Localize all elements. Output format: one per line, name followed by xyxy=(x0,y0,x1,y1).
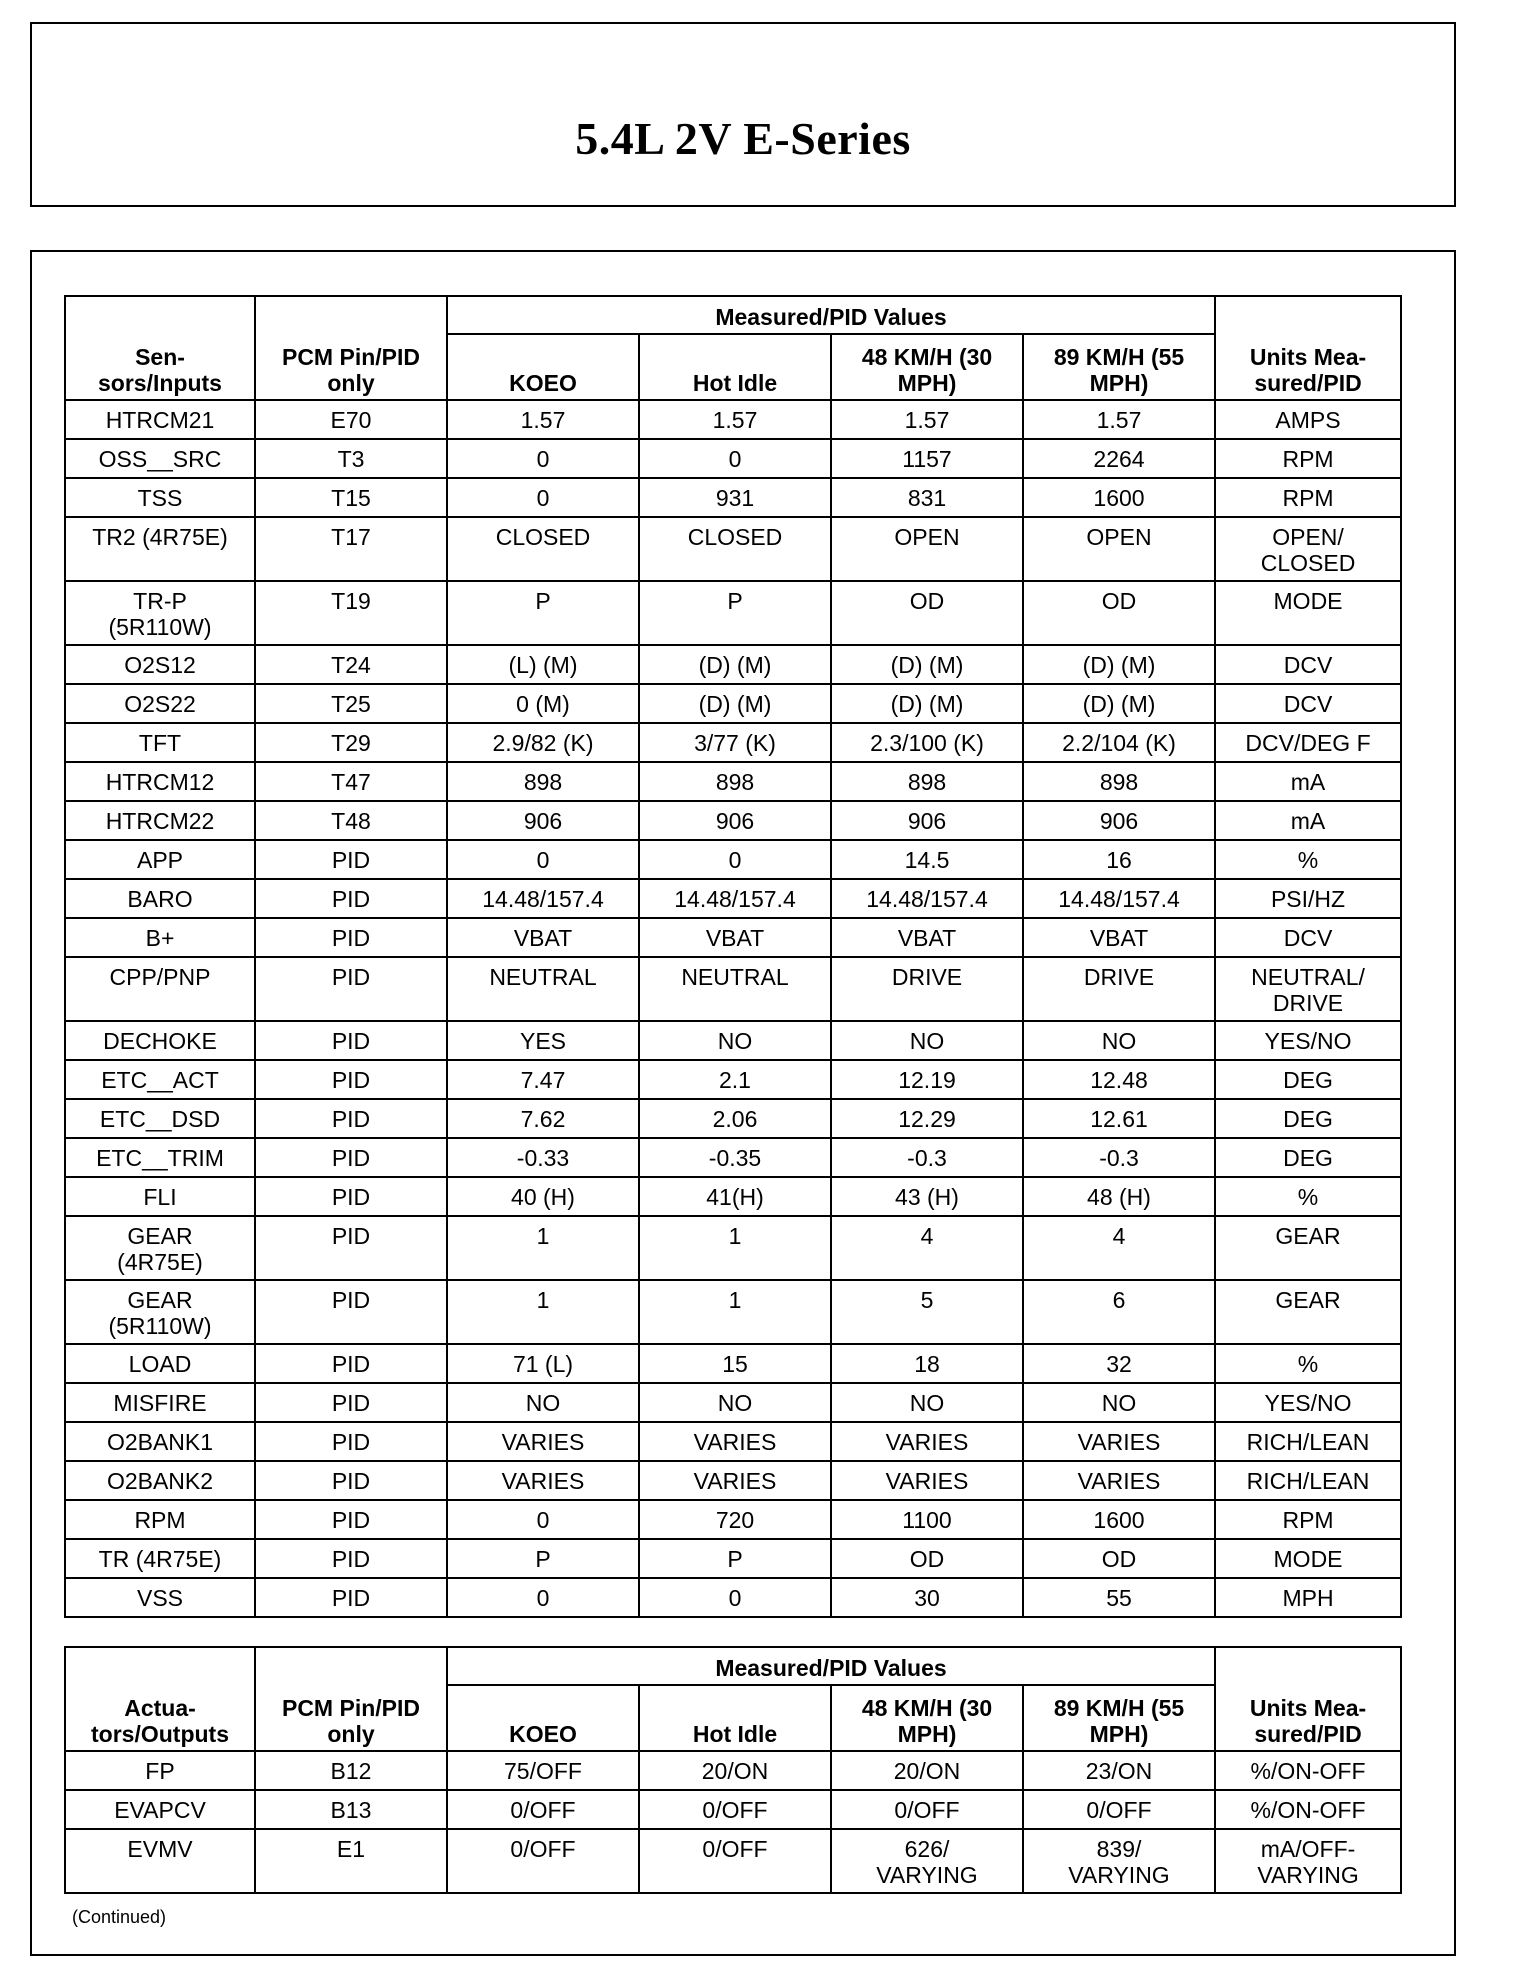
table-cell: 0 xyxy=(447,840,639,879)
table-cell: (D) (M) xyxy=(831,684,1023,723)
table-cell: DEG xyxy=(1215,1099,1401,1138)
table-cell: 2.3/100 (K) xyxy=(831,723,1023,762)
table-cell: EVMV xyxy=(65,1829,255,1893)
table-cell: 0 xyxy=(639,439,831,478)
table-cell: 43 (H) xyxy=(831,1177,1023,1216)
column-header: PCM Pin/PID only xyxy=(255,1647,447,1751)
table-cell: TR (4R75E) xyxy=(65,1539,255,1578)
table-cell: 7.47 xyxy=(447,1060,639,1099)
table-cell: 931 xyxy=(639,478,831,517)
table-cell: VBAT xyxy=(831,918,1023,957)
table-cell: 71 (L) xyxy=(447,1344,639,1383)
table-cell: 839/ VARYING xyxy=(1023,1829,1215,1893)
table-cell: CLOSED xyxy=(639,517,831,581)
table-cell: OD xyxy=(1023,581,1215,645)
actuators-outputs-table xyxy=(64,1646,1402,1894)
table-cell: 1 xyxy=(639,1216,831,1280)
table-cell: P xyxy=(639,1539,831,1578)
table-cell: OPEN/ CLOSED xyxy=(1215,517,1401,581)
table-cell: O2S12 xyxy=(65,645,255,684)
table-cell: NO xyxy=(831,1383,1023,1422)
table-cell: 1 xyxy=(639,1280,831,1344)
table-cell: TR2 (4R75E) xyxy=(65,517,255,581)
table-cell: 0/OFF xyxy=(831,1790,1023,1829)
table-cell: 18 xyxy=(831,1344,1023,1383)
table-cell: P xyxy=(639,581,831,645)
table-cell: MODE xyxy=(1215,1539,1401,1578)
table-row xyxy=(65,1383,1401,1422)
table-cell: RICH/LEAN xyxy=(1215,1422,1401,1461)
table-cell: 1 xyxy=(447,1280,639,1344)
table-cell: NEUTRAL xyxy=(639,957,831,1021)
table-cell: 2264 xyxy=(1023,439,1215,478)
table-cell: 720 xyxy=(639,1500,831,1539)
table-cell: (D) (M) xyxy=(1023,645,1215,684)
table-cell: -0.35 xyxy=(639,1138,831,1177)
group-header: Measured/PID Values xyxy=(447,1647,1215,1685)
table-cell: PID xyxy=(255,957,447,1021)
column-header: 48 KM/H (30 MPH) xyxy=(831,334,1023,400)
table-cell: 1 xyxy=(447,1216,639,1280)
table-row xyxy=(65,801,1401,840)
table-cell: CPP/PNP xyxy=(65,957,255,1021)
table-cell: PID xyxy=(255,840,447,879)
table-row xyxy=(65,1099,1401,1138)
table-cell: 906 xyxy=(831,801,1023,840)
column-header: 89 KM/H (55 MPH) xyxy=(1023,334,1215,400)
table-cell: 14.48/157.4 xyxy=(831,879,1023,918)
table-cell: 906 xyxy=(639,801,831,840)
table-cell: TR-P (5R110W) xyxy=(65,581,255,645)
table-cell: 12.48 xyxy=(1023,1060,1215,1099)
table-cell: EVAPCV xyxy=(65,1790,255,1829)
table-cell: 906 xyxy=(447,801,639,840)
table-cell: NO xyxy=(447,1383,639,1422)
table-cell: 898 xyxy=(639,762,831,801)
table-cell: GEAR (4R75E) xyxy=(65,1216,255,1280)
table-cell: MODE xyxy=(1215,581,1401,645)
table-cell: 6 xyxy=(1023,1280,1215,1344)
table-cell: % xyxy=(1215,1344,1401,1383)
table-cell: (D) (M) xyxy=(639,684,831,723)
table-cell: ETC__TRIM xyxy=(65,1138,255,1177)
table-cell: NO xyxy=(1023,1383,1215,1422)
table-cell: 75/OFF xyxy=(447,1751,639,1790)
table-cell: 20/ON xyxy=(831,1751,1023,1790)
table-cell: HTRCM22 xyxy=(65,801,255,840)
table-cell: APP xyxy=(65,840,255,879)
table-row xyxy=(65,1177,1401,1216)
table-cell: NEUTRAL xyxy=(447,957,639,1021)
table-row xyxy=(65,400,1401,439)
table-cell: YES/NO xyxy=(1215,1021,1401,1060)
table-row xyxy=(65,478,1401,517)
table-cell: PID xyxy=(255,1461,447,1500)
table-cell: DCV/DEG F xyxy=(1215,723,1401,762)
table-cell: 1600 xyxy=(1023,1500,1215,1539)
table-cell: 1157 xyxy=(831,439,1023,478)
table-cell: DCV xyxy=(1215,645,1401,684)
table-cell: 1.57 xyxy=(831,400,1023,439)
table-cell: GEAR xyxy=(1215,1216,1401,1280)
table-cell: PSI/HZ xyxy=(1215,879,1401,918)
table-cell: MPH xyxy=(1215,1578,1401,1617)
table-cell: RICH/LEAN xyxy=(1215,1461,1401,1500)
table-cell: 40 (H) xyxy=(447,1177,639,1216)
table-cell: -0.3 xyxy=(831,1138,1023,1177)
table-cell: T15 xyxy=(255,478,447,517)
table-cell: B13 xyxy=(255,1790,447,1829)
table-cell: 41(H) xyxy=(639,1177,831,1216)
table-cell: PID xyxy=(255,1099,447,1138)
table-cell: (L) (M) xyxy=(447,645,639,684)
table-cell: T17 xyxy=(255,517,447,581)
table-cell: NO xyxy=(831,1021,1023,1060)
column-header: Units Mea- sured/PID xyxy=(1215,296,1401,400)
table-cell: OPEN xyxy=(831,517,1023,581)
table-cell: E1 xyxy=(255,1829,447,1893)
table-cell: DCV xyxy=(1215,684,1401,723)
table-cell: 12.61 xyxy=(1023,1099,1215,1138)
table-cell: VBAT xyxy=(1023,918,1215,957)
table-cell: 0 xyxy=(447,1578,639,1617)
column-header: 89 KM/H (55 MPH) xyxy=(1023,1685,1215,1751)
table-cell: 2.9/82 (K) xyxy=(447,723,639,762)
table-cell: VBAT xyxy=(447,918,639,957)
table-cell: O2BANK1 xyxy=(65,1422,255,1461)
header-row xyxy=(65,1647,1401,1685)
table-cell: 7.62 xyxy=(447,1099,639,1138)
table-cell: 0/OFF xyxy=(639,1790,831,1829)
table-cell: OPEN xyxy=(1023,517,1215,581)
table-cell: HTRCM21 xyxy=(65,400,255,439)
group-header: Measured/PID Values xyxy=(447,296,1215,334)
table-cell: PID xyxy=(255,1280,447,1344)
table-row xyxy=(65,1790,1401,1829)
table-cell: PID xyxy=(255,1021,447,1060)
title-box xyxy=(30,22,1456,207)
table-cell: NO xyxy=(1023,1021,1215,1060)
table-cell: YES/NO xyxy=(1215,1383,1401,1422)
table-cell: 0 (M) xyxy=(447,684,639,723)
table-row xyxy=(65,645,1401,684)
table-cell: 906 xyxy=(1023,801,1215,840)
column-header: 48 KM/H (30 MPH) xyxy=(831,1685,1023,1751)
table-cell: VARIES xyxy=(447,1422,639,1461)
table-cell: 20/ON xyxy=(639,1751,831,1790)
table-cell: T3 xyxy=(255,439,447,478)
table-cell: RPM xyxy=(1215,1500,1401,1539)
table-row xyxy=(65,1539,1401,1578)
table-cell: 12.19 xyxy=(831,1060,1023,1099)
column-header: Units Mea- sured/PID xyxy=(1215,1647,1401,1751)
table-cell: TSS xyxy=(65,478,255,517)
table-cell: 1.57 xyxy=(447,400,639,439)
table-cell: 12.29 xyxy=(831,1099,1023,1138)
table-cell: % xyxy=(1215,840,1401,879)
table-cell: % xyxy=(1215,1177,1401,1216)
table-cell: 898 xyxy=(447,762,639,801)
table-cell: 1600 xyxy=(1023,478,1215,517)
table-row xyxy=(65,1578,1401,1617)
table-cell: 15 xyxy=(639,1344,831,1383)
table-row xyxy=(65,581,1401,645)
table-row xyxy=(65,1344,1401,1383)
table-cell: 14.48/157.4 xyxy=(1023,879,1215,918)
table-cell: DRIVE xyxy=(1023,957,1215,1021)
table-cell: 0/OFF xyxy=(639,1829,831,1893)
table-cell: PID xyxy=(255,1344,447,1383)
table-cell: PID xyxy=(255,918,447,957)
table-cell: NO xyxy=(639,1383,831,1422)
table-cell: 0 xyxy=(447,1500,639,1539)
table-cell: 2.06 xyxy=(639,1099,831,1138)
continued-note: (Continued) xyxy=(72,1907,167,1927)
table-cell: RPM xyxy=(1215,478,1401,517)
table-cell: DEG xyxy=(1215,1060,1401,1099)
table-cell: OSS__SRC xyxy=(65,439,255,478)
table-cell: 0 xyxy=(447,478,639,517)
table-cell: MISFIRE xyxy=(65,1383,255,1422)
table-cell: 3/77 (K) xyxy=(639,723,831,762)
table-cell: 4 xyxy=(1023,1216,1215,1280)
table-cell: 30 xyxy=(831,1578,1023,1617)
column-header: Hot Idle xyxy=(639,334,831,400)
table-cell: (D) (M) xyxy=(831,645,1023,684)
table-cell: %/ON-OFF xyxy=(1215,1790,1401,1829)
table-cell: FLI xyxy=(65,1177,255,1216)
column-header: Hot Idle xyxy=(639,1685,831,1751)
table-cell: T24 xyxy=(255,645,447,684)
table-cell: 0/OFF xyxy=(447,1790,639,1829)
page-title: 5.4L 2V E-Series xyxy=(575,113,911,164)
table-row xyxy=(65,1060,1401,1099)
table-cell: OD xyxy=(1023,1539,1215,1578)
table-cell: (D) (M) xyxy=(639,645,831,684)
table-cell: mA xyxy=(1215,801,1401,840)
table-cell: E70 xyxy=(255,400,447,439)
table-row xyxy=(65,1461,1401,1500)
table-row xyxy=(65,1280,1401,1344)
table-cell: ETC__ACT xyxy=(65,1060,255,1099)
table-cell: GEAR (5R110W) xyxy=(65,1280,255,1344)
table-cell: DRIVE xyxy=(831,957,1023,1021)
table-row xyxy=(65,879,1401,918)
table-cell: T19 xyxy=(255,581,447,645)
table-row xyxy=(65,762,1401,801)
table-cell: 1.57 xyxy=(1023,400,1215,439)
table-cell: PID xyxy=(255,1216,447,1280)
table-cell: VARIES xyxy=(639,1461,831,1500)
table-cell: PID xyxy=(255,1060,447,1099)
table-cell: PID xyxy=(255,1383,447,1422)
table-row xyxy=(65,1422,1401,1461)
table-cell: NEUTRAL/ DRIVE xyxy=(1215,957,1401,1021)
table-cell: PID xyxy=(255,879,447,918)
table-cell: 4 xyxy=(831,1216,1023,1280)
sensors-inputs-table xyxy=(64,295,1402,1618)
table-cell: PID xyxy=(255,1422,447,1461)
header-row xyxy=(65,296,1401,334)
table-cell: PID xyxy=(255,1500,447,1539)
column-header: Actua- tors/Outputs xyxy=(65,1647,255,1751)
table-cell: 898 xyxy=(1023,762,1215,801)
table-row xyxy=(65,439,1401,478)
table-cell: 5 xyxy=(831,1280,1023,1344)
table-cell: HTRCM12 xyxy=(65,762,255,801)
table-cell: DCV xyxy=(1215,918,1401,957)
table-cell: O2BANK2 xyxy=(65,1461,255,1500)
table-cell: PID xyxy=(255,1177,447,1216)
table-cell: 0/OFF xyxy=(447,1829,639,1893)
table-cell: mA/OFF- VARYING xyxy=(1215,1829,1401,1893)
table-cell: 14.5 xyxy=(831,840,1023,879)
table-row xyxy=(65,517,1401,581)
table-row xyxy=(65,1829,1401,1893)
table-cell: 2.2/104 (K) xyxy=(1023,723,1215,762)
table-row xyxy=(65,723,1401,762)
table-cell: VARIES xyxy=(831,1422,1023,1461)
table-cell: 0/OFF xyxy=(1023,1790,1215,1829)
table-cell: %/ON-OFF xyxy=(1215,1751,1401,1790)
table-cell: 626/ VARYING xyxy=(831,1829,1023,1893)
table-cell: FP xyxy=(65,1751,255,1790)
table-cell: 1100 xyxy=(831,1500,1023,1539)
table-row xyxy=(65,1751,1401,1790)
table-cell: VARIES xyxy=(639,1422,831,1461)
table-cell: 14.48/157.4 xyxy=(447,879,639,918)
column-header: KOEO xyxy=(447,334,639,400)
table-cell: 55 xyxy=(1023,1578,1215,1617)
table-cell: 1.57 xyxy=(639,400,831,439)
table-cell: T25 xyxy=(255,684,447,723)
table-cell: BARO xyxy=(65,879,255,918)
table-cell: PID xyxy=(255,1539,447,1578)
table-cell: mA xyxy=(1215,762,1401,801)
table-cell: T47 xyxy=(255,762,447,801)
table-cell: VARIES xyxy=(1023,1422,1215,1461)
table-cell: YES xyxy=(447,1021,639,1060)
table-cell: TFT xyxy=(65,723,255,762)
table-cell: B+ xyxy=(65,918,255,957)
table-cell: OD xyxy=(831,1539,1023,1578)
table-row xyxy=(65,1021,1401,1060)
table-cell: 898 xyxy=(831,762,1023,801)
table-cell: PID xyxy=(255,1138,447,1177)
table-cell: B12 xyxy=(255,1751,447,1790)
table-cell: 2.1 xyxy=(639,1060,831,1099)
table-cell: PID xyxy=(255,1578,447,1617)
column-header: PCM Pin/PID only xyxy=(255,296,447,400)
table-cell: -0.33 xyxy=(447,1138,639,1177)
table-cell: P xyxy=(447,1539,639,1578)
table-cell: DECHOKE xyxy=(65,1021,255,1060)
table-cell: 16 xyxy=(1023,840,1215,879)
table-cell: VSS xyxy=(65,1578,255,1617)
table-cell: RPM xyxy=(65,1500,255,1539)
table-cell: GEAR xyxy=(1215,1280,1401,1344)
table-row xyxy=(65,1138,1401,1177)
column-header: KOEO xyxy=(447,1685,639,1751)
table-cell: 32 xyxy=(1023,1344,1215,1383)
table-cell: RPM xyxy=(1215,439,1401,478)
table-row xyxy=(65,957,1401,1021)
table-cell: 831 xyxy=(831,478,1023,517)
table-cell: VBAT xyxy=(639,918,831,957)
table-cell: AMPS xyxy=(1215,400,1401,439)
table-cell: VARIES xyxy=(447,1461,639,1500)
table-cell: OD xyxy=(831,581,1023,645)
table-cell: 14.48/157.4 xyxy=(639,879,831,918)
table-cell: P xyxy=(447,581,639,645)
table-cell: LOAD xyxy=(65,1344,255,1383)
table-cell: T48 xyxy=(255,801,447,840)
table-cell: T29 xyxy=(255,723,447,762)
table-row xyxy=(65,684,1401,723)
table-row xyxy=(65,1500,1401,1539)
table-cell: 0 xyxy=(639,1578,831,1617)
table-cell: NO xyxy=(639,1021,831,1060)
table-cell: ETC__DSD xyxy=(65,1099,255,1138)
table-cell: O2S22 xyxy=(65,684,255,723)
table-cell: (D) (M) xyxy=(1023,684,1215,723)
table-cell: 23/ON xyxy=(1023,1751,1215,1790)
table-row xyxy=(65,918,1401,957)
table-cell: CLOSED xyxy=(447,517,639,581)
table-row xyxy=(65,840,1401,879)
table-row xyxy=(65,1216,1401,1280)
column-header: Sen- sors/Inputs xyxy=(65,296,255,400)
table-cell: VARIES xyxy=(831,1461,1023,1500)
table-cell: DEG xyxy=(1215,1138,1401,1177)
table-cell: 0 xyxy=(447,439,639,478)
table-cell: -0.3 xyxy=(1023,1138,1215,1177)
table-cell: 0 xyxy=(639,840,831,879)
table-cell: 48 (H) xyxy=(1023,1177,1215,1216)
table-cell: VARIES xyxy=(1023,1461,1215,1500)
